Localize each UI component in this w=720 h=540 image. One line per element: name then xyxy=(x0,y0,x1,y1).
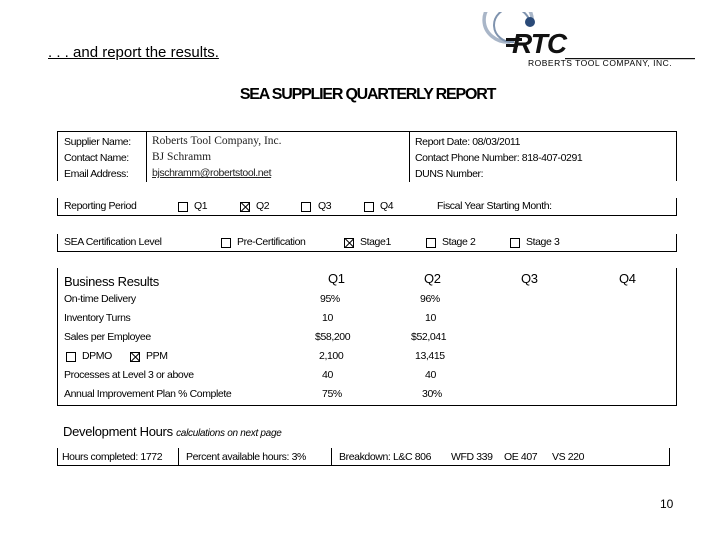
ppm-label: PPM xyxy=(146,350,168,362)
improvement-plan-q1: 75% xyxy=(322,388,342,400)
supplier-value: Roberts Tool Company, Inc. xyxy=(152,135,282,147)
row-label-on-time-delivery: On-time Delivery xyxy=(64,293,136,305)
stage2-label: Stage 2 xyxy=(442,236,476,248)
slide-heading: . . . and report the results. xyxy=(48,44,219,61)
business-results-title: Business Results xyxy=(64,274,159,289)
email-value[interactable]: bjschramm@robertstool.net xyxy=(152,167,272,179)
improvement-plan-q2: 30% xyxy=(422,388,442,400)
reporting-period-label: Reporting Period xyxy=(64,200,137,212)
development-hours-title: Development Hours xyxy=(63,424,173,439)
row-label-improvement-plan: Annual Improvement Plan % Complete xyxy=(64,388,232,400)
processes-level3-q2: 40 xyxy=(425,369,436,381)
q3-checkbox[interactable] xyxy=(301,202,311,212)
q1-label: Q1 xyxy=(194,200,208,212)
breakdown-lc: Breakdown: L&C 806 xyxy=(339,451,432,463)
dpmo-label: DPMO xyxy=(82,350,112,362)
breakdown-wfd: WFD 339 xyxy=(451,451,493,463)
inventory-turns-q1: 10 xyxy=(322,312,333,324)
row-label-sales-per-employee: Sales per Employee xyxy=(64,331,151,343)
reporting-period-row xyxy=(57,198,677,216)
company-name: ROBERTS TOOL COMPANY, INC. xyxy=(528,58,673,68)
on-time-delivery-q2: 96% xyxy=(420,293,440,305)
quarter-header-q4: Q4 xyxy=(619,271,636,286)
fiscal-year-label: Fiscal Year Starting Month: xyxy=(437,200,552,212)
development-hours-row xyxy=(57,448,670,466)
percent-available-hours: Percent available hours: 3% xyxy=(186,451,306,463)
quarter-header-q2: Q2 xyxy=(424,271,441,286)
certification-row xyxy=(57,234,677,252)
q4-checkbox[interactable] xyxy=(364,202,374,212)
q1-checkbox[interactable] xyxy=(178,202,188,212)
hours-completed: Hours completed: 1772 xyxy=(62,451,163,463)
contact-row xyxy=(58,149,676,165)
contact-phone: Contact Phone Number: 818-407-0291 xyxy=(415,152,583,164)
business-results-table xyxy=(57,268,677,406)
quarter-header-q1: Q1 xyxy=(328,271,345,286)
certification-label: SEA Certification Level xyxy=(64,236,162,248)
page-number: 10 xyxy=(660,497,674,511)
contact-block xyxy=(57,131,677,181)
supplier-row xyxy=(58,133,676,149)
row-label-processes-level3: Processes at Level 3 or above xyxy=(64,369,194,381)
email-row xyxy=(58,165,676,181)
quarter-header-q3: Q3 xyxy=(521,271,538,286)
pre-certification-label: Pre-Certification xyxy=(237,236,306,248)
duns-number: DUNS Number: xyxy=(415,168,484,180)
contact-label: Contact Name: xyxy=(64,152,129,164)
email-label: Email Address: xyxy=(64,168,129,180)
inventory-turns-q2: 10 xyxy=(425,312,436,324)
quality-q2: 13,415 xyxy=(415,350,445,362)
q2-checkbox[interactable] xyxy=(240,202,250,212)
report-title: SEA SUPPLIER QUARTERLY REPORT xyxy=(239,86,496,103)
pre-certification-checkbox[interactable] xyxy=(221,238,231,248)
q3-label: Q3 xyxy=(318,200,332,212)
dpmo-checkbox[interactable] xyxy=(66,352,76,362)
breakdown-oe: OE 407 xyxy=(504,451,538,463)
processes-level3-q1: 40 xyxy=(322,369,333,381)
q4-label: Q4 xyxy=(380,200,394,212)
quality-q1: 2,100 xyxy=(319,350,344,362)
stage1-checkbox[interactable] xyxy=(344,238,354,248)
sales-per-employee-q2: $52,041 xyxy=(411,331,447,343)
sales-per-employee-q1: $58,200 xyxy=(315,331,351,343)
breakdown-vs: VS 220 xyxy=(552,451,585,463)
report-date: Report Date: 08/03/2011 xyxy=(415,136,521,148)
development-hours-note: calculations on next page xyxy=(176,428,282,439)
contact-value: BJ Schramm xyxy=(152,151,212,163)
supplier-label: Supplier Name: xyxy=(64,136,131,148)
stage3-checkbox[interactable] xyxy=(510,238,520,248)
development-hours-heading xyxy=(63,424,281,439)
ppm-checkbox[interactable] xyxy=(130,352,140,362)
on-time-delivery-q1: 95% xyxy=(320,293,340,305)
row-label-inventory-turns: Inventory Turns xyxy=(64,312,131,324)
rtc-logo-mark: RTC xyxy=(512,28,567,59)
stage3-label: Stage 3 xyxy=(526,236,560,248)
q2-label: Q2 xyxy=(256,200,270,212)
stage2-checkbox[interactable] xyxy=(426,238,436,248)
stage1-label: Stage1 xyxy=(360,236,391,248)
